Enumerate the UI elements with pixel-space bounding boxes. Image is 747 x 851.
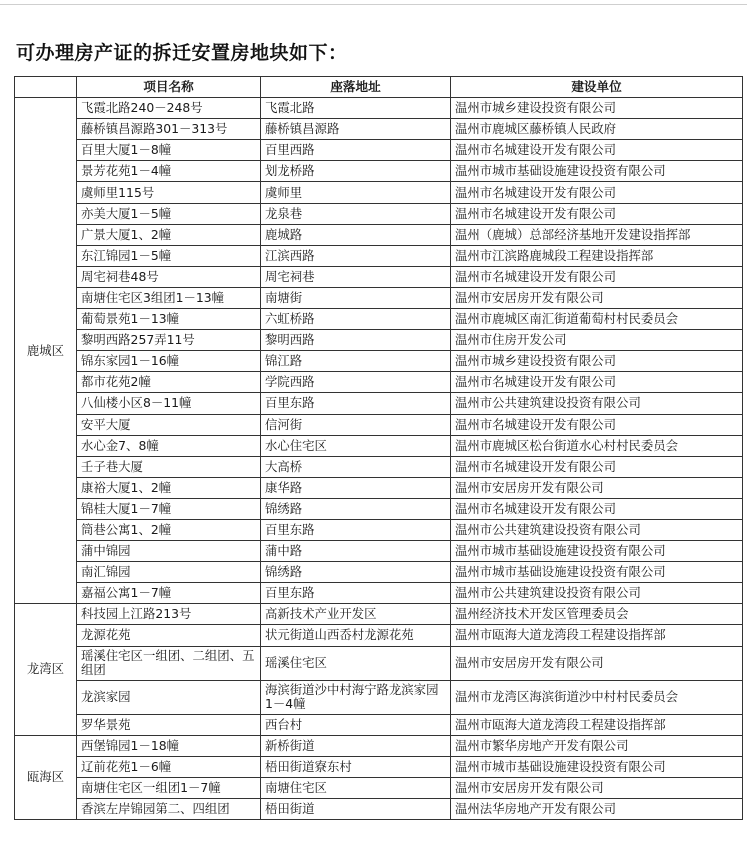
project-name-cell: 广景大厦1、2幢 <box>77 224 261 245</box>
table-row <box>15 372 743 393</box>
table-row <box>15 756 743 777</box>
table-row <box>15 182 743 203</box>
developer-cell: 温州市名城建设开发有限公司 <box>451 414 743 435</box>
project-name-cell: 嘉福公寓1－7幢 <box>77 583 261 604</box>
table-row <box>15 435 743 456</box>
developer-cell: 温州市城乡建设投资有限公司 <box>451 98 743 119</box>
project-name-cell: 飞霞北路240－248号 <box>77 98 261 119</box>
table-row <box>15 798 743 819</box>
district-cell: 瓯海区 <box>15 735 77 819</box>
project-name-cell: 黎明西路257弄11号 <box>77 330 261 351</box>
address-cell: 江滨西路 <box>261 245 451 266</box>
address-cell: 信河街 <box>261 414 451 435</box>
address-cell: 锦江路 <box>261 351 451 372</box>
top-divider <box>0 4 747 5</box>
address-cell: 瑶溪住宅区 <box>261 646 451 680</box>
developer-cell: 温州市公共建筑建设投资有限公司 <box>451 393 743 414</box>
developer-cell: 温州市公共建筑建设投资有限公司 <box>451 583 743 604</box>
developer-cell: 温州市鹿城区松台街道水心村村民委员会 <box>451 435 743 456</box>
table-row <box>15 393 743 414</box>
table-row <box>15 477 743 498</box>
table-row <box>15 309 743 330</box>
project-name-cell: 壬子巷大厦 <box>77 456 261 477</box>
project-name-cell: 筒巷公寓1、2幢 <box>77 519 261 540</box>
table-row <box>15 680 743 714</box>
address-cell: 鹿城路 <box>261 224 451 245</box>
address-cell: 水心住宅区 <box>261 435 451 456</box>
developer-cell: 温州市安居房开发有限公司 <box>451 287 743 308</box>
project-name-cell: 亦美大厦1－5幢 <box>77 203 261 224</box>
developer-cell: 温州市名城建设开发有限公司 <box>451 203 743 224</box>
address-cell: 周宅祠巷 <box>261 266 451 287</box>
developer-cell: 温州市城乡建设投资有限公司 <box>451 351 743 372</box>
address-cell: 锦绣路 <box>261 562 451 583</box>
table-header-row <box>15 77 743 98</box>
table-row <box>15 119 743 140</box>
project-name-cell: 锦东家园1－16幢 <box>77 351 261 372</box>
project-name-cell: 科技园上江路213号 <box>77 604 261 625</box>
developer-cell: 温州市住房开发公司 <box>451 330 743 351</box>
developer-cell: 温州法华房地产开发有限公司 <box>451 798 743 819</box>
table-row <box>15 161 743 182</box>
table-row <box>15 203 743 224</box>
developer-cell: 温州市繁华房地产开发有限公司 <box>451 735 743 756</box>
header-district <box>15 77 77 98</box>
address-cell: 海滨街道沙中村海宁路龙滨家园1－4幢 <box>261 680 451 714</box>
project-name-cell: 辽前花苑1－6幢 <box>77 756 261 777</box>
address-cell: 大高桥 <box>261 456 451 477</box>
header-project-name: 项目名称 <box>77 77 261 98</box>
project-name-cell: 藤桥镇昌源路301－313号 <box>77 119 261 140</box>
table-row <box>15 604 743 625</box>
project-name-cell: 百里大厦1－8幢 <box>77 140 261 161</box>
table-row <box>15 287 743 308</box>
table-row <box>15 224 743 245</box>
developer-cell: 温州市城市基础设施建设投资有限公司 <box>451 562 743 583</box>
developer-cell: 温州市公共建筑建设投资有限公司 <box>451 519 743 540</box>
address-cell: 状元街道山西岙村龙源花苑 <box>261 625 451 646</box>
table-row <box>15 625 743 646</box>
project-name-cell: 虞师里115号 <box>77 182 261 203</box>
district-cell: 鹿城区 <box>15 98 77 604</box>
table-row <box>15 777 743 798</box>
project-name-cell: 瑶溪住宅区一组团、二组团、五组团 <box>77 646 261 680</box>
developer-cell: 温州市城市基础设施建设投资有限公司 <box>451 756 743 777</box>
developer-cell: 温州市龙湾区海滨街道沙中村村民委员会 <box>451 680 743 714</box>
developer-cell: 温州市名城建设开发有限公司 <box>451 140 743 161</box>
address-cell: 高新技术产业开发区 <box>261 604 451 625</box>
address-cell: 锦绣路 <box>261 498 451 519</box>
table-row <box>15 646 743 680</box>
table-row <box>15 351 743 372</box>
project-name-cell: 罗华景苑 <box>77 714 261 735</box>
developer-cell: 温州市安居房开发有限公司 <box>451 477 743 498</box>
header-address: 座落地址 <box>261 77 451 98</box>
table-body <box>15 98 743 820</box>
address-cell: 康华路 <box>261 477 451 498</box>
developer-cell: 温州市城市基础设施建设投资有限公司 <box>451 161 743 182</box>
page-title: 可办理房产证的拆迁安置房地块如下： <box>16 42 348 64</box>
project-name-cell: 南汇锦园 <box>77 562 261 583</box>
project-name-cell: 水心金7、8幢 <box>77 435 261 456</box>
project-name-cell: 南塘住宅区一组团1－7幢 <box>77 777 261 798</box>
address-cell: 百里东路 <box>261 393 451 414</box>
developer-cell: 温州市安居房开发有限公司 <box>451 646 743 680</box>
table-row <box>15 414 743 435</box>
developer-cell: 温州市名城建设开发有限公司 <box>451 266 743 287</box>
project-name-cell: 龙源花苑 <box>77 625 261 646</box>
address-cell: 黎明西路 <box>261 330 451 351</box>
developer-cell: 温州经济技术开发区管理委员会 <box>451 604 743 625</box>
address-cell: 新桥街道 <box>261 735 451 756</box>
developer-cell: 温州市瓯海大道龙湾段工程建设指挥部 <box>451 714 743 735</box>
project-name-cell: 周宅祠巷48号 <box>77 266 261 287</box>
table-row <box>15 583 743 604</box>
address-cell: 南塘街 <box>261 287 451 308</box>
project-name-cell: 安平大厦 <box>77 414 261 435</box>
project-name-cell: 西堡锦园1－18幢 <box>77 735 261 756</box>
developer-cell: 温州市名城建设开发有限公司 <box>451 456 743 477</box>
developer-cell: 温州市安居房开发有限公司 <box>451 777 743 798</box>
project-name-cell: 龙滨家园 <box>77 680 261 714</box>
address-cell: 藤桥镇昌源路 <box>261 119 451 140</box>
project-name-cell: 香滨左岸锦园第二、四组团 <box>77 798 261 819</box>
table-row <box>15 498 743 519</box>
table-row <box>15 98 743 119</box>
table-row <box>15 541 743 562</box>
address-cell: 六虹桥路 <box>261 309 451 330</box>
table-row <box>15 140 743 161</box>
project-name-cell: 东江锦园1－5幢 <box>77 245 261 266</box>
table-row <box>15 562 743 583</box>
address-cell: 划龙桥路 <box>261 161 451 182</box>
developer-cell: 温州市江滨路鹿城段工程建设指挥部 <box>451 245 743 266</box>
address-cell: 梧田街道 <box>261 798 451 819</box>
address-cell: 西台村 <box>261 714 451 735</box>
address-cell: 学院西路 <box>261 372 451 393</box>
table-row <box>15 245 743 266</box>
project-name-cell: 景芳花苑1－4幢 <box>77 161 261 182</box>
table-row <box>15 519 743 540</box>
developer-cell: 温州市城市基础设施建设投资有限公司 <box>451 541 743 562</box>
address-cell: 虞师里 <box>261 182 451 203</box>
developer-cell: 温州市名城建设开发有限公司 <box>451 372 743 393</box>
address-cell: 龙泉巷 <box>261 203 451 224</box>
project-name-cell: 八仙楼小区8－11幢 <box>77 393 261 414</box>
table-row <box>15 714 743 735</box>
developer-cell: 温州市名城建设开发有限公司 <box>451 182 743 203</box>
developer-cell: 温州（鹿城）总部经济基地开发建设指挥部 <box>451 224 743 245</box>
table-row <box>15 330 743 351</box>
table-row <box>15 266 743 287</box>
header-developer: 建设单位 <box>451 77 743 98</box>
developer-cell: 温州市名城建设开发有限公司 <box>451 498 743 519</box>
project-name-cell: 葡萄景苑1－13幢 <box>77 309 261 330</box>
developer-cell: 温州市鹿城区南汇街道葡萄村村民委员会 <box>451 309 743 330</box>
project-name-cell: 康裕大厦1、2幢 <box>77 477 261 498</box>
table-row <box>15 456 743 477</box>
project-name-cell: 锦桂大厦1－7幢 <box>77 498 261 519</box>
table-row <box>15 735 743 756</box>
district-cell: 龙湾区 <box>15 604 77 735</box>
address-cell: 百里东路 <box>261 519 451 540</box>
project-name-cell: 蒲中锦园 <box>77 541 261 562</box>
address-cell: 百里东路 <box>261 583 451 604</box>
developer-cell: 温州市瓯海大道龙湾段工程建设指挥部 <box>451 625 743 646</box>
project-name-cell: 都市花苑2幢 <box>77 372 261 393</box>
relocation-housing-table <box>14 76 743 820</box>
project-name-cell: 南塘住宅区3组团1－13幢 <box>77 287 261 308</box>
address-cell: 飞霞北路 <box>261 98 451 119</box>
address-cell: 百里西路 <box>261 140 451 161</box>
address-cell: 南塘住宅区 <box>261 777 451 798</box>
address-cell: 梧田街道寮东村 <box>261 756 451 777</box>
address-cell: 蒲中路 <box>261 541 451 562</box>
developer-cell: 温州市鹿城区藤桥镇人民政府 <box>451 119 743 140</box>
